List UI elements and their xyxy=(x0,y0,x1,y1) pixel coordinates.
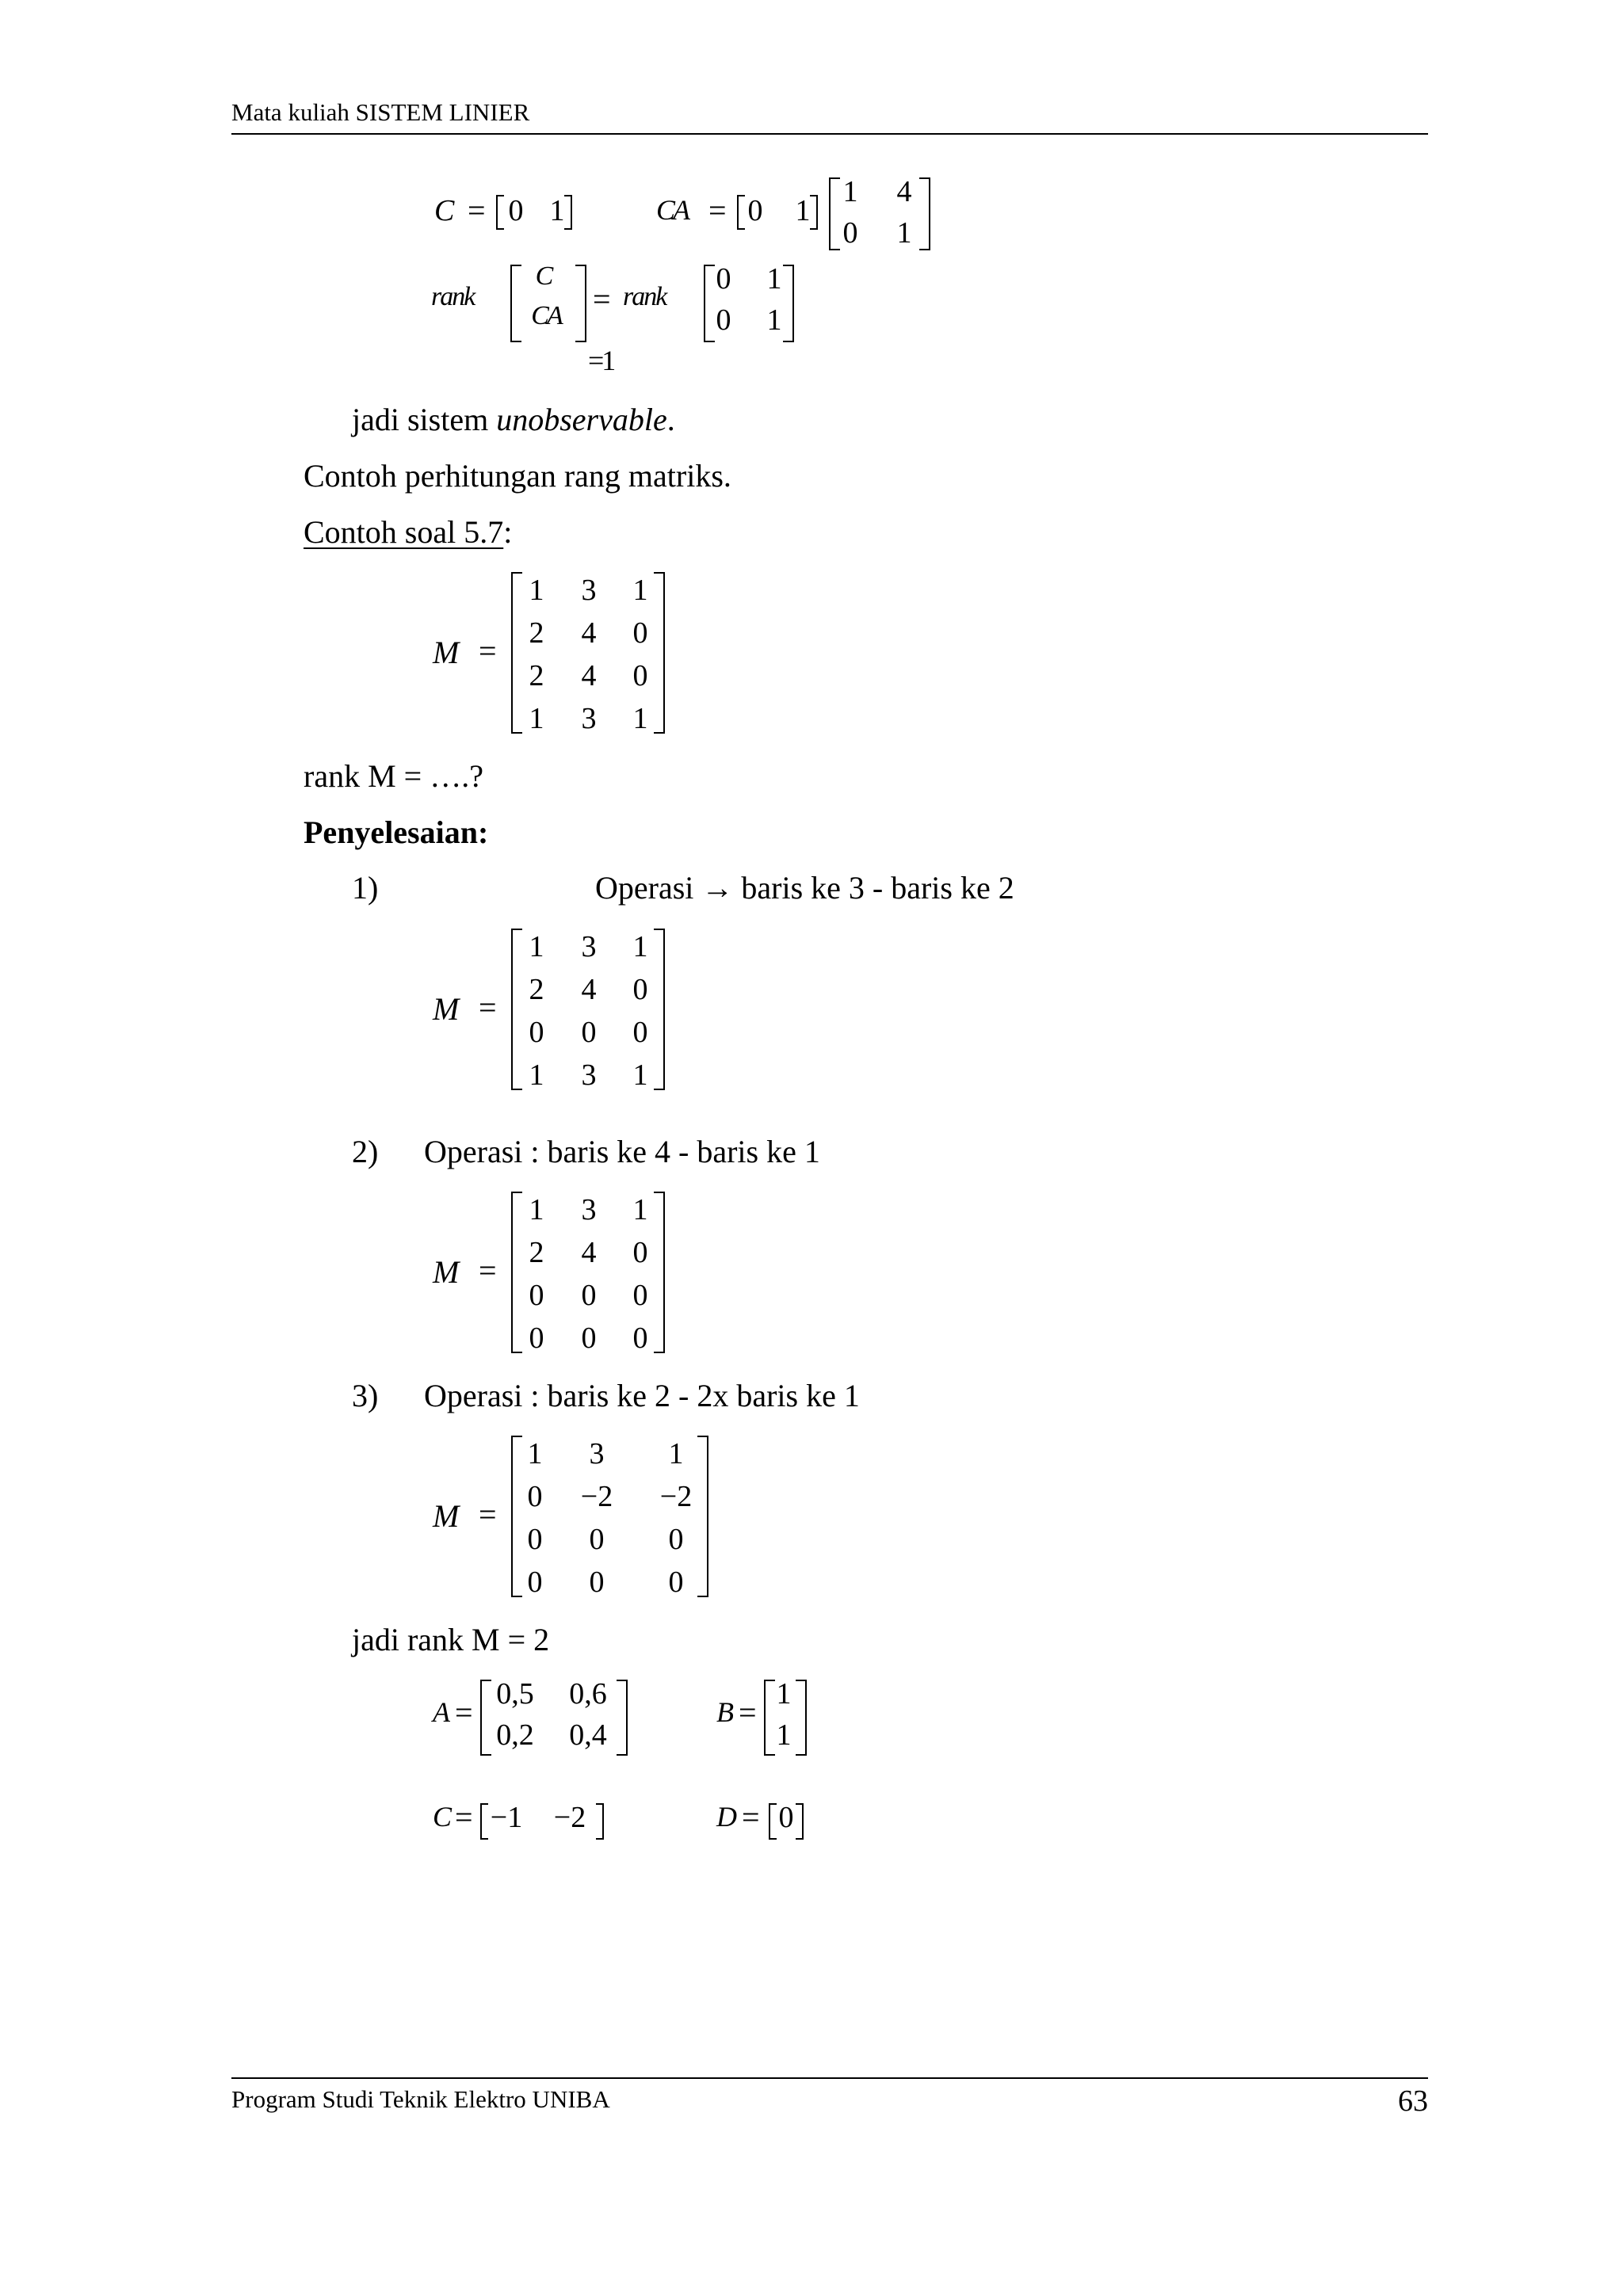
d-label: D xyxy=(716,1801,737,1833)
m3-cell: 1 xyxy=(527,1437,543,1470)
ca-row-right-bracket xyxy=(810,195,818,230)
m2-cell: 0 xyxy=(632,1279,648,1312)
m1-cell: 1 xyxy=(529,1058,544,1092)
m0-cell: 1 xyxy=(632,574,648,607)
m1-cell: 1 xyxy=(632,930,648,963)
c-row-cell: 0 xyxy=(508,194,524,227)
m3-cell: 0 xyxy=(668,1523,684,1556)
m0-cell: 4 xyxy=(581,659,597,692)
matrix-equals: = xyxy=(479,990,497,1025)
ca-matrix-cell: 4 xyxy=(896,175,912,208)
m0-cell: 0 xyxy=(632,659,648,692)
matrix-label: M xyxy=(433,991,460,1027)
c-label: C xyxy=(434,194,455,227)
m1-cell: 3 xyxy=(581,930,597,963)
stack-cell: C xyxy=(535,261,554,291)
m1-cell: 1 xyxy=(529,930,544,963)
m0-cell: 0 xyxy=(632,616,648,650)
rank-matrix-right-bracket xyxy=(783,265,794,342)
m2-cell: 1 xyxy=(529,1193,544,1226)
ca-matrix-cell: 1 xyxy=(896,216,912,250)
step3-text: Operasi : baris ke 2 - 2x baris ke 1 xyxy=(424,1378,860,1413)
m0-cell: 2 xyxy=(529,616,544,650)
footer-rule xyxy=(231,2077,1428,2079)
a-cell: 0,5 xyxy=(496,1677,534,1711)
rank-matrix-cell: 0 xyxy=(716,303,731,337)
m1-cell: 0 xyxy=(581,1016,597,1049)
step1-text: Operasi → baris ke 3 - baris ke 2 xyxy=(595,870,1014,906)
c-equals: = xyxy=(468,193,486,228)
c-sys-cell: −1 xyxy=(490,1801,523,1834)
m3-cell: 1 xyxy=(668,1437,684,1470)
b-label: B xyxy=(716,1696,734,1728)
a-cell: 0,6 xyxy=(569,1677,607,1711)
m3-cell: 0 xyxy=(589,1523,605,1556)
step3-number: 3) xyxy=(352,1378,379,1413)
rank-result: =1 xyxy=(588,345,614,376)
b-equals: = xyxy=(739,1695,757,1730)
m0-cell: 1 xyxy=(529,574,544,607)
a-cell: 0,4 xyxy=(569,1718,607,1752)
matrix-label: M xyxy=(433,1498,460,1534)
m3-cell: −2 xyxy=(580,1480,613,1513)
ca-label: CA xyxy=(656,194,689,226)
matrix-equals: = xyxy=(479,1497,497,1532)
penyelesaian-heading: Penyelesaian: xyxy=(304,814,489,850)
contoh-soal-label: Contoh soal 5.7 xyxy=(304,514,504,550)
m3-cell: 0 xyxy=(527,1566,543,1599)
d-right-bracket xyxy=(796,1803,804,1840)
m1-cell: 0 xyxy=(632,973,648,1006)
m2-cell: 0 xyxy=(632,1322,648,1355)
m1-cell: 0 xyxy=(632,1016,648,1049)
m2-cell: 0 xyxy=(632,1236,648,1269)
b-cell: 1 xyxy=(776,1718,792,1752)
m3-cell: 0 xyxy=(527,1480,543,1513)
rank-matrix-cell: 0 xyxy=(716,262,731,296)
contoh-soal-heading xyxy=(304,513,512,551)
m1-cell: 4 xyxy=(581,973,597,1006)
c-sys-cell: −2 xyxy=(553,1801,586,1834)
stack-cell: CA xyxy=(531,301,561,330)
matrix-equals: = xyxy=(479,1253,497,1288)
rank-result-text: jadi rank M = 2 xyxy=(352,1622,550,1657)
step2-text: Operasi : baris ke 4 - baris ke 1 xyxy=(424,1134,820,1169)
step1-number: 1) xyxy=(352,870,379,906)
d-cell: 0 xyxy=(778,1801,794,1834)
c-sys-label: C xyxy=(433,1801,453,1833)
m3-right-bracket xyxy=(697,1436,708,1597)
c-sys-equals: = xyxy=(455,1799,473,1835)
footer-program: Program Studi Teknik Elektro UNIBA xyxy=(231,2085,610,2113)
c-row-left-bracket xyxy=(496,195,504,230)
conclusion-line xyxy=(352,401,675,438)
m3-cell: 0 xyxy=(589,1566,605,1599)
m0-cell: 1 xyxy=(632,702,648,735)
a-equals: = xyxy=(455,1695,473,1730)
m2-cell: 4 xyxy=(581,1236,597,1269)
m3-cell: 0 xyxy=(527,1523,543,1556)
m0-cell: 1 xyxy=(529,702,544,735)
header-rule xyxy=(231,133,1428,135)
a-left-bracket xyxy=(480,1680,491,1756)
m3-cell: 0 xyxy=(668,1566,684,1599)
m2-cell: 3 xyxy=(581,1193,597,1226)
step2-number: 2) xyxy=(352,1134,379,1169)
m3-cell: 3 xyxy=(589,1437,605,1470)
rank-word-2: rank xyxy=(623,282,666,311)
ca-row-cell: 0 xyxy=(747,194,763,227)
m2-cell: 0 xyxy=(581,1279,597,1312)
header-title: Mata kuliah SISTEM LINIER xyxy=(231,98,530,126)
b-right-bracket xyxy=(796,1680,807,1756)
m2-cell: 0 xyxy=(581,1322,597,1355)
unobservable-text: unobservable xyxy=(496,402,667,437)
m2-cell: 2 xyxy=(529,1236,544,1269)
m0-cell: 3 xyxy=(581,702,597,735)
m1-cell: 0 xyxy=(529,1016,544,1049)
rank-equals: = xyxy=(593,281,611,317)
period-text: . xyxy=(666,402,675,437)
a-cell: 0,2 xyxy=(496,1718,534,1752)
b-cell: 1 xyxy=(776,1677,792,1711)
m2-cell: 1 xyxy=(632,1193,648,1226)
m0-cell: 3 xyxy=(581,574,597,607)
jadi-sistem-text: jadi sistem xyxy=(352,402,497,437)
a-label: A xyxy=(433,1696,450,1728)
matrix-label: M xyxy=(433,635,460,670)
stack-right-bracket xyxy=(575,265,586,342)
m2-cell: 0 xyxy=(529,1322,544,1355)
m0-cell: 2 xyxy=(529,659,544,692)
ca-matrix-cell: 1 xyxy=(842,175,858,208)
rank-word: rank xyxy=(431,282,475,311)
matrix-equals: = xyxy=(479,633,497,669)
m1-cell: 2 xyxy=(529,973,544,1006)
c-sys-right-bracket xyxy=(596,1803,604,1840)
c-row-right-bracket xyxy=(564,195,572,230)
ca-row-cell: 1 xyxy=(795,194,811,227)
m2-cell: 0 xyxy=(529,1279,544,1312)
ca-matrix-right-bracket xyxy=(919,177,930,250)
a-right-bracket xyxy=(617,1680,628,1756)
rank-question: rank M = ….? xyxy=(304,758,483,794)
d-equals: = xyxy=(742,1799,760,1835)
c-row-cell: 1 xyxy=(549,194,565,227)
contoh-soal-colon: : xyxy=(503,514,513,550)
m3-cell: −2 xyxy=(659,1480,693,1513)
contoh-perhitungan: Contoh perhitungan rang matriks. xyxy=(304,458,731,494)
m1-cell: 3 xyxy=(581,1058,597,1092)
page-number: 63 xyxy=(1398,2084,1428,2118)
rank-matrix-cell: 1 xyxy=(766,303,782,337)
ca-equals: = xyxy=(708,193,727,228)
matrix-label: M xyxy=(433,1254,460,1290)
m1-cell: 1 xyxy=(632,1058,648,1092)
ca-matrix-cell: 0 xyxy=(842,216,858,250)
rank-matrix-cell: 1 xyxy=(766,262,782,296)
m0-cell: 4 xyxy=(581,616,597,650)
